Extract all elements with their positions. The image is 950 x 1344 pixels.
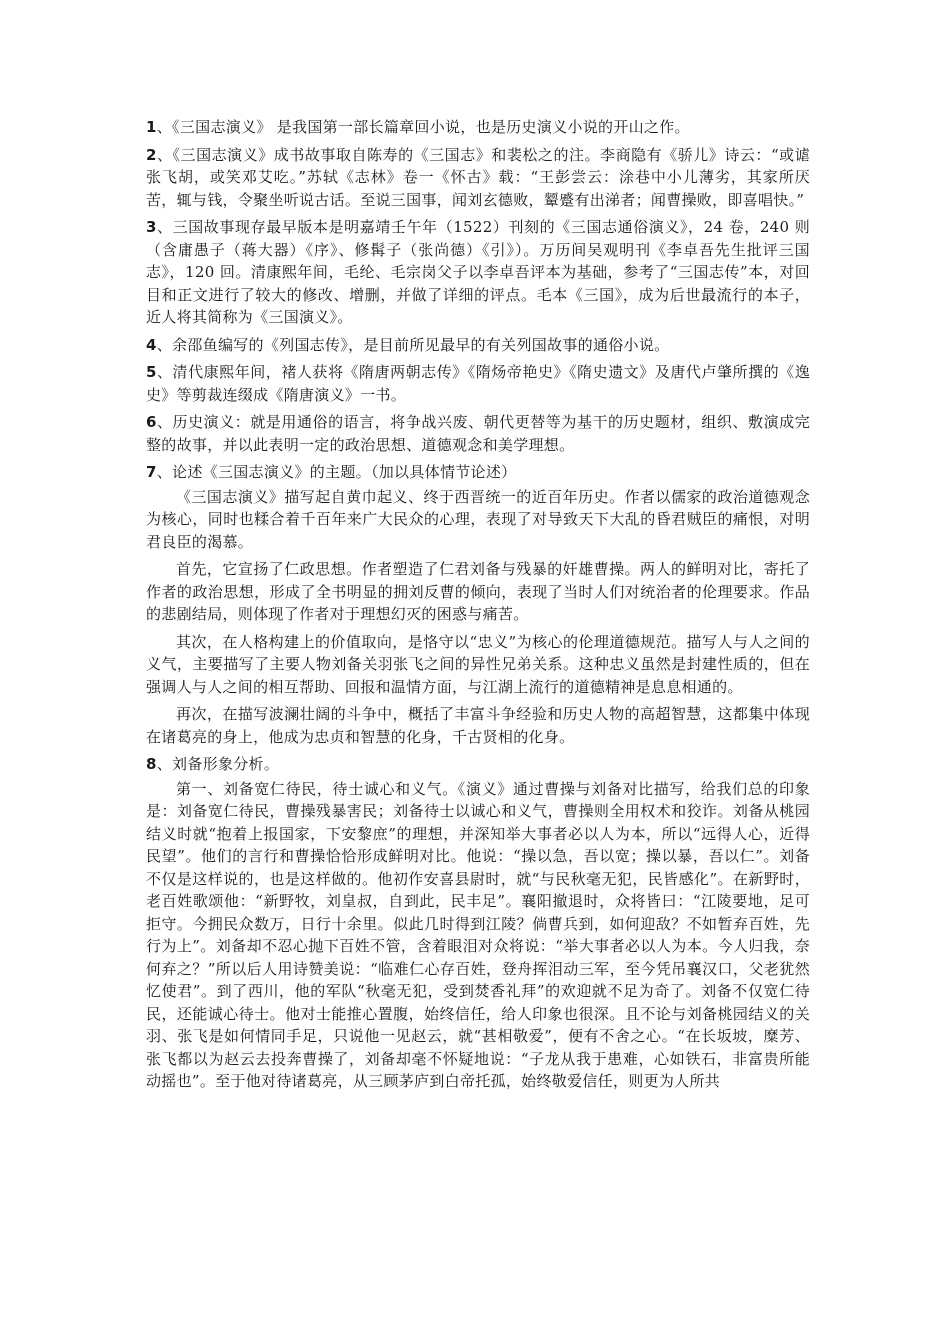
list-item-heading: 7、论述《三国志演义》的主题。（加以具体情节论述）: [146, 463, 517, 481]
body-paragraph: 其次，在人格构建上的价值取向，是恪守以“忠义”为核心的伦理道德规范。描写人与人之间的义气，主要描写了主要人物刘备关羽张飞之间的异性兄弟关系。这种忠义虽然是封建性质的，但在强调人与人之间的相互帮助、回报和温情方面，与江湖上流行的道德精神是息息相通的。: [146, 632, 810, 696]
body-paragraph: 《三国志演义》描写起自黄巾起义、终于西晋统一的近百年历史。作者以儒家的政治道德观念为核心，同时也糅合着千百年来广大民众的心理，表现了对导致天下大乱的昏君贼臣的痛恨，对明君良臣的渴慕。: [146, 487, 810, 551]
body-paragraph: 再次，在描写波澜壮阔的斗争中，概括了丰富斗争经验和历史人物的高超智慧，这都集中体现在诸葛亮的身上，他成为忠贞和智慧的化身，千古贤相的化身。: [146, 705, 810, 746]
list-item: 2、《三国志演义》成书故事取自陈寿的《三国志》和裴松之的注。李商隐有《骄儿》诗云：“或谑张飞胡，或笑邓艾吃。”苏轼《志林》卷一《怀古》载：“王彭尝云：涂巷中小儿薄劣，其家所厌苦，辄与钱，令聚坐听说古话。至说三国事，闻刘玄德败，颦蹙有出涕者；闻曹操败，即喜唱快。”: [146, 145, 810, 209]
list-item: 5、清代康熙年间，褚人获将《隋唐两朝志传》《隋炀帝艳史》《隋史遗文》及唐代卢肇所撰的《逸史》等剪裁连缀成《隋唐演义》一书。: [146, 363, 810, 404]
list-item: 3、三国故事现存最早版本是明嘉靖壬午年（1522）刊刻的《三国志通俗演义》，24 卷，240 则（含庸愚子（蒋大器）《序》、修髯子（张尚德）《引》）。万历间吴观明刊《李卓吾先生批评三国志》，120 回。清康熙年间，毛纶、毛宗岗父子以李卓吾评本为基础，参考了“三国志传”本，对回目和正文进行了较大的修改、增删，并做了详细的评点。毛本《三国》，成为后世最流行的本子，近人将其简称为《三国演义》。: [146, 218, 810, 326]
list-item: 4、余邵鱼编写的《列国志传》，是目前所见最早的有关列国故事的通俗小说。: [146, 335, 670, 354]
document-page: [146, 116, 810, 1098]
list-item: 6、历史演义：就是用通俗的语言，将争战兴废、朝代更替等为基干的历史题材，组织、敷演成完整的故事，并以此表明一定的政治思想、道德观念和美学理想。: [146, 413, 810, 454]
body-paragraph: 第一、刘备宽仁待民，待士诚心和义气。《演义》通过曹操与刘备对比描写，给我们总的印象是：刘备宽仁待民，曹操残暴害民；刘备待士以诚心和义气，曹操则全用权术和狡诈。刘备从桃园结义时就“抱着上报国家，下安黎庶”的理想，并深知举大事者必以人为本，所以“远得人心，近得民望”。他们的言行和曹操恰恰形成鲜明对比。他说：“操以急，吾以宽；操以暴，吾以仁”。刘备不仅是这样说的，也是这样做的。他初作安喜县尉时，就“与民秋毫无犯，民皆感化”。在新野时，老百姓歌颂他：“新野牧，刘皇叔，自到此，民丰足”。襄阳撤退时，众将皆曰：“江陵要地，足可拒守。今拥民众数万，日行十余里。似此几时得到江陵？倘曹兵到，如何迎敌？不如暂弃百姓，先行为上”。刘备却不忍心抛下百姓不管，含着眼泪对众将说：“举大事者必以人为本。今人归我，奈何弃之？”所以后人用诗赞美说：“临难仁心存百姓，登舟挥泪动三军，至今凭吊襄汉口，父老犹然忆使君”。到了西川，他的军队“秋毫无犯，受到焚香礼拜”的欢迎就不足为奇了。刘备不仅宽仁待民，还能诚心待士。他对士能推心置腹，始终信任，给人印象也很深。且不论与刘备桃园结义的关羽、张飞是如何情同手足，只说他一见赵云，就“甚相敬爱”，便有不舍之心。“在长坂坡，糜芳、张飞都以为赵云去投奔曹操了，刘备却毫不怀疑地说：“子龙从我于患难，心如铁石，非富贵所能动摇也”。至于他对待诸葛亮，从三顾茅庐到白帝托孤，始终敬爱信任，则更为人所共: [146, 779, 810, 1090]
list-item: 1、《三国志演义》 是我国第一部长篇章回小说，也是历史演义小说的开山之作。: [146, 118, 690, 136]
list-item-heading: 8、刘备形象分析。: [146, 755, 280, 773]
body-paragraph: 首先，它宣扬了仁政思想。作者塑造了仁君刘备与残暴的奸雄曹操。两人的鲜明对比，寄托了作者的政治思想，形成了全书明显的拥刘反曹的倾向，表现了当时人们对统治者的伦理要求。作品的悲剧结局，则体现了作者对于理想幻灭的困惑与痛苦。: [146, 560, 810, 623]
